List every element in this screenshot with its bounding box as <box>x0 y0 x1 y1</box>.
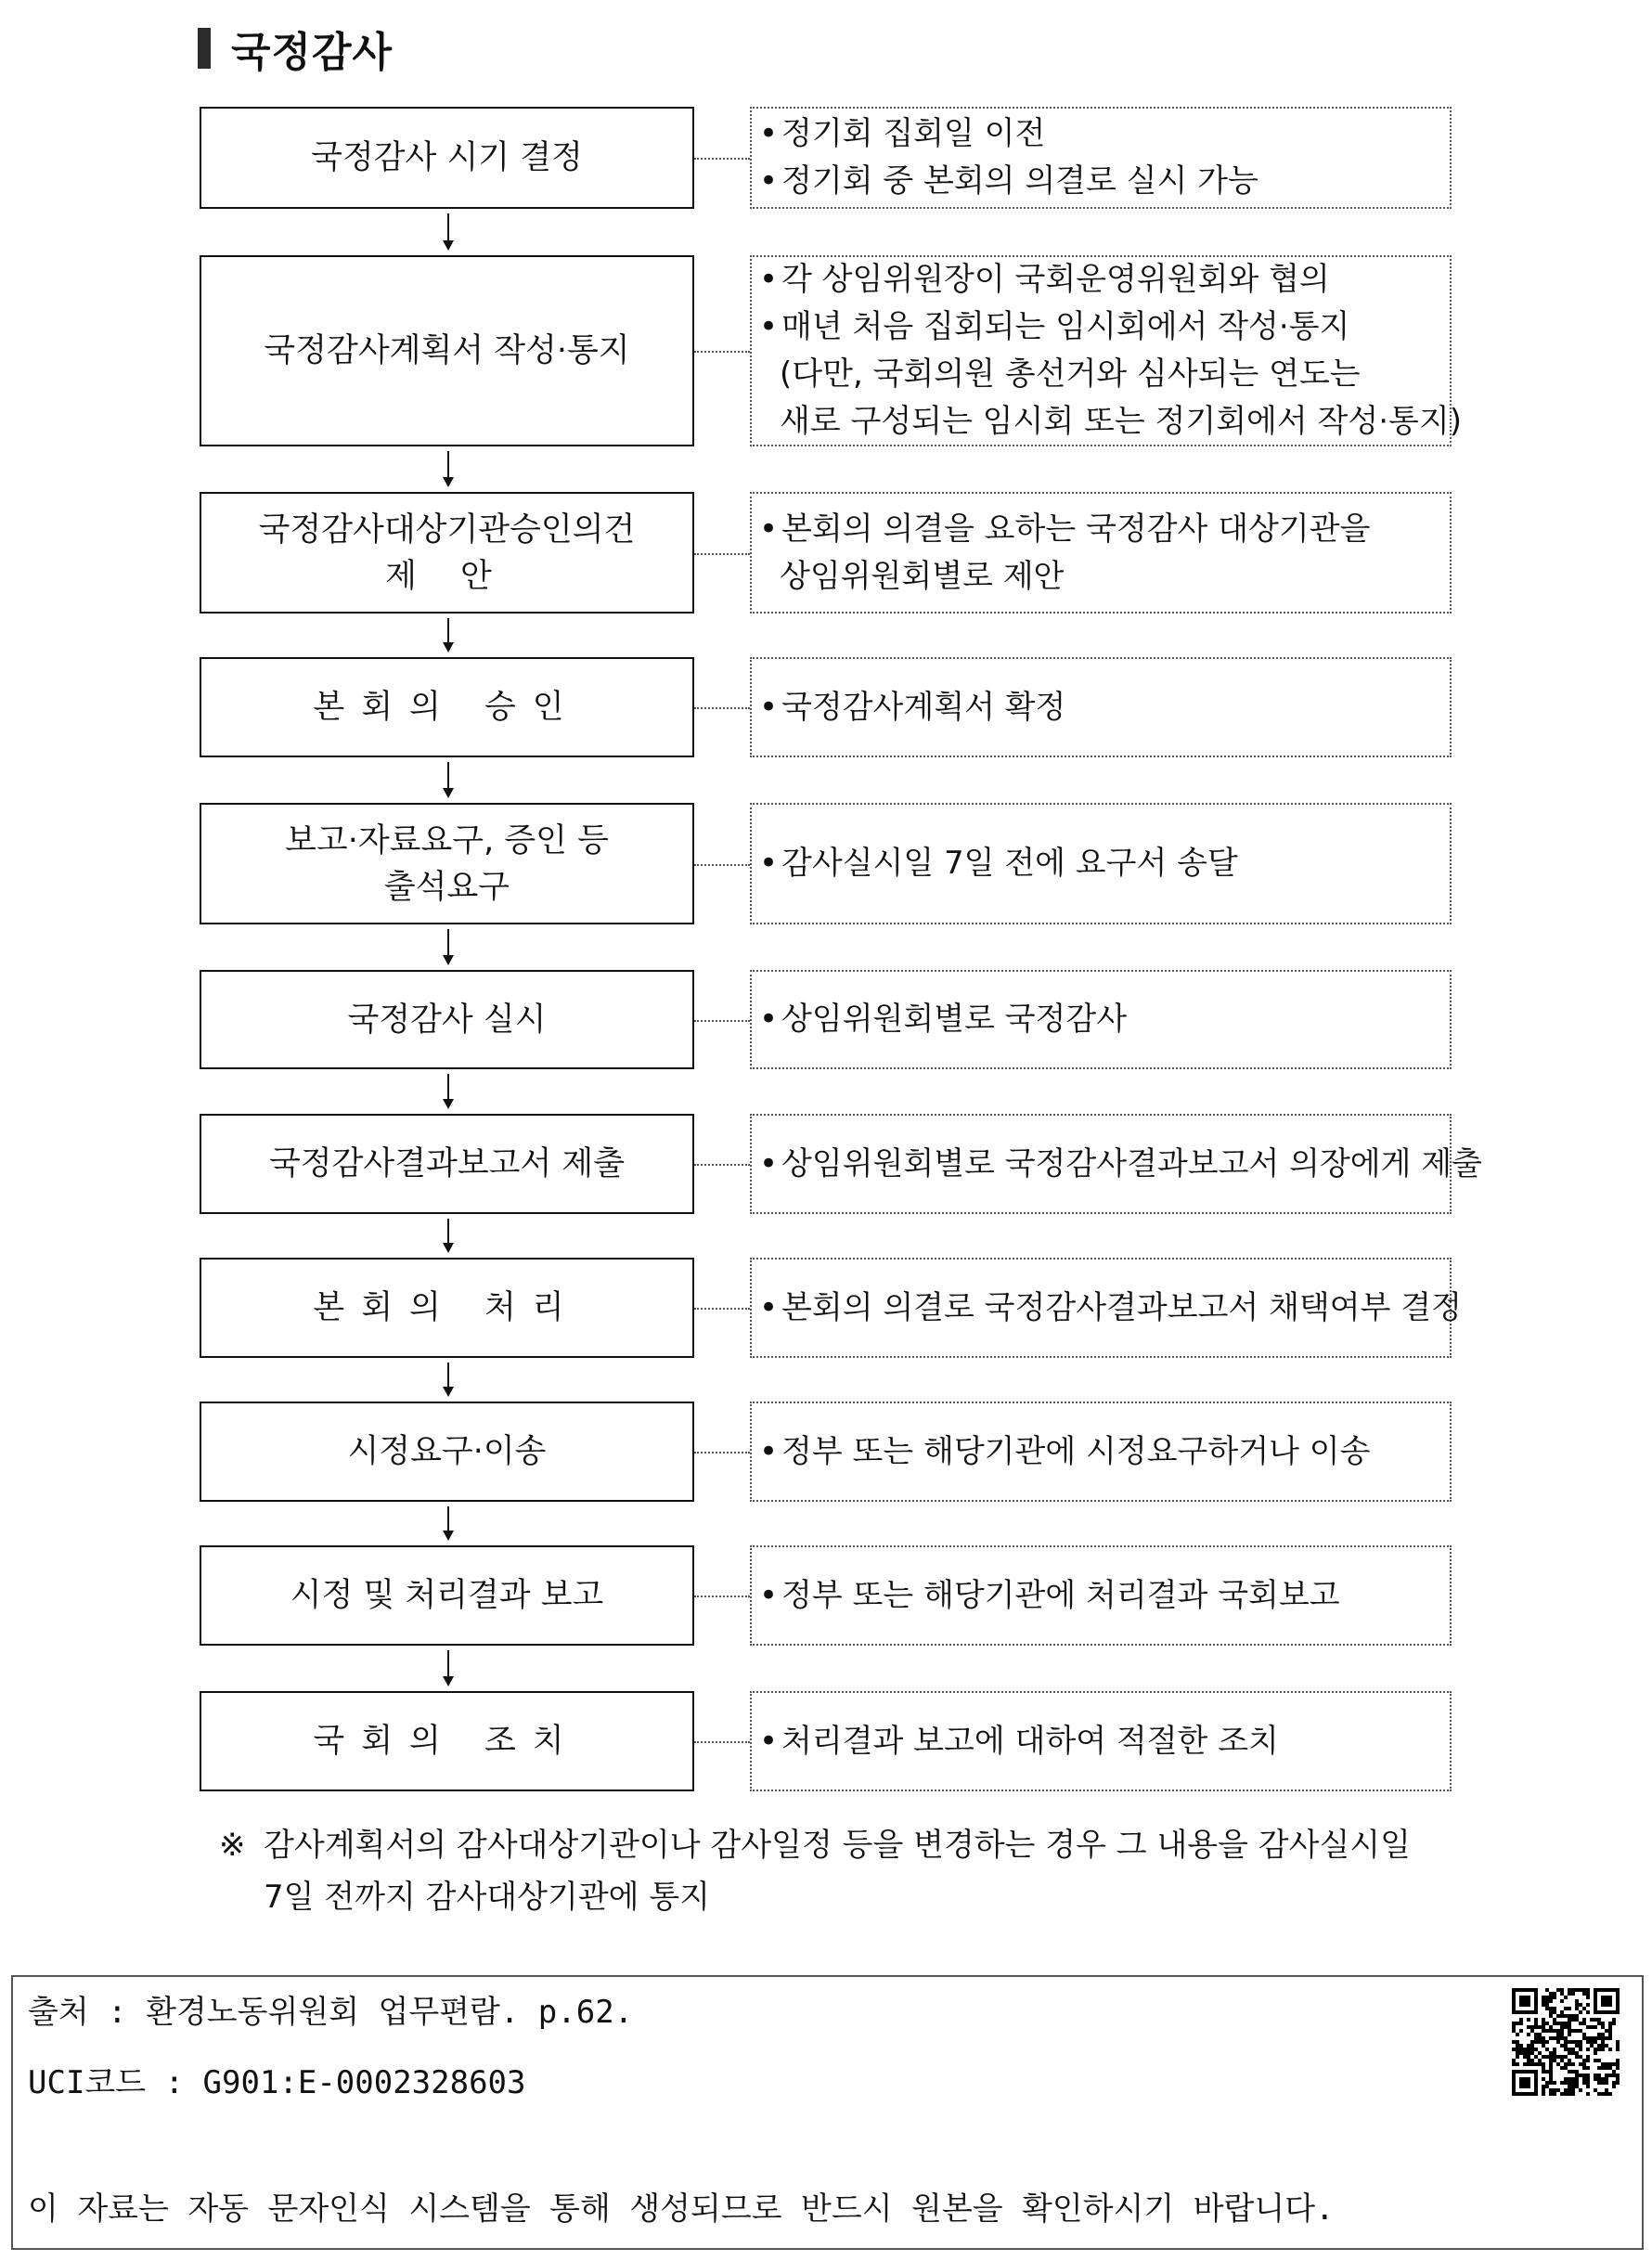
note-line <box>759 351 1444 398</box>
note-line <box>759 110 1444 158</box>
flow-step-label: 국정감사대상기관승인의건 <box>258 510 636 549</box>
flow-step-note <box>750 1258 1462 1358</box>
bullet-icon: • <box>759 1576 779 1614</box>
flow-step-note <box>750 657 1452 757</box>
note-text: 본회의 의결을 요하는 국정감사 대상기관을 <box>781 510 1371 548</box>
note-line <box>759 1428 1444 1476</box>
qr-code-icon <box>1512 1988 1620 2096</box>
flow-step-note <box>750 1691 1452 1791</box>
note-text: 상임위원회별로 국정감사 <box>781 1001 1128 1038</box>
source-citation: 출처 : 환경노동위원회 업무편람. p.62. <box>28 1994 634 2031</box>
flow-step-label: 제 안 <box>385 557 509 595</box>
note-line <box>759 398 1462 446</box>
flow-step-label: 국정감사계획서 작성·통지 <box>264 332 630 369</box>
bullet-icon: • <box>759 510 779 548</box>
bullet-icon: • <box>759 308 779 345</box>
note-text: (다만, 국회의원 총선거와 심사되는 연도는 <box>780 355 1361 393</box>
note-text: 감사실시일 7일 전에 요구서 송달 <box>781 845 1238 882</box>
flow-step-note <box>750 1402 1452 1502</box>
down-arrow-icon <box>445 929 452 965</box>
bullet-icon: • <box>759 1432 779 1470</box>
dotted-connector <box>694 1596 750 1597</box>
flow-step-note <box>750 107 1452 209</box>
down-arrow-icon <box>445 1363 452 1397</box>
flow-step-label: 시정요구·이송 <box>347 1433 547 1470</box>
flow-step-box <box>200 492 694 614</box>
dotted-connector <box>694 351 750 353</box>
note-text: 처리결과 보고에 대하여 적절한 조치 <box>781 1722 1279 1760</box>
flow-step-box <box>200 657 694 757</box>
note-line <box>759 1141 1482 1188</box>
note-text: 국정감사계획서 확정 <box>781 688 1066 726</box>
down-arrow-icon <box>445 1650 452 1686</box>
dotted-connector <box>694 1741 750 1743</box>
dotted-connector <box>694 707 750 709</box>
note-line <box>759 684 1444 731</box>
flow-step-label: 본회의 처리 <box>313 1289 581 1326</box>
flow-step-label: 국회의 조치 <box>313 1723 581 1760</box>
note-text: 상임위원회별로 국정감사결과보고서 의장에게 제출 <box>781 1144 1482 1182</box>
flow-step-box <box>200 1402 694 1502</box>
footnote-line-2: 7일 전까지 감사대상기관에 통지 <box>264 1879 711 1916</box>
down-arrow-icon <box>445 1219 452 1253</box>
down-arrow-icon <box>445 451 452 487</box>
note-text: 매년 처음 집회되는 임시회에서 작성·통지 <box>781 308 1350 345</box>
bullet-icon: • <box>759 1144 779 1182</box>
note-line <box>759 1285 1462 1332</box>
down-arrow-icon <box>445 762 452 798</box>
note-text: 정부 또는 해당기관에 시정요구하거나 이송 <box>781 1432 1371 1470</box>
ocr-disclaimer: 이 자료는 자동 문자인식 시스템을 통해 생성되므로 반드시 원본을 확인하시기 바랍니다. <box>28 2190 1335 2228</box>
down-arrow-icon <box>445 618 452 652</box>
dotted-connector <box>694 158 750 160</box>
bullet-icon: • <box>759 261 779 298</box>
dotted-connector <box>694 1308 750 1310</box>
note-text: 정기회 중 본회의 의결로 실시 가능 <box>781 162 1258 200</box>
flow-step-label: 출석요구 <box>383 868 510 906</box>
flow-step-box <box>200 255 694 446</box>
flow-step-note <box>750 1114 1482 1214</box>
note-text: 정기회 집회일 이전 <box>781 115 1046 152</box>
flow-step-box <box>200 1545 694 1646</box>
note-line <box>759 840 1444 887</box>
footnote-line-1: ※ 감사계획서의 감사대상기관이나 감사일정 등을 변경하는 경우 그 내용을 감사실시일 <box>219 1819 1500 1871</box>
flow-step-label: 시정 및 처리결과 보고 <box>290 1577 604 1614</box>
note-line <box>759 158 1444 205</box>
bullet-icon: • <box>759 1001 779 1038</box>
down-arrow-icon <box>445 213 452 251</box>
dotted-connector <box>694 1164 750 1166</box>
flow-step-box <box>200 107 694 209</box>
bullet-icon: • <box>759 1722 779 1760</box>
dotted-connector <box>694 553 750 555</box>
source-info-box <box>11 1975 1644 2250</box>
note-text: 정부 또는 해당기관에 처리결과 국회보고 <box>781 1576 1340 1614</box>
flow-step-note <box>750 1545 1452 1646</box>
note-line <box>759 506 1444 553</box>
flow-step-label: 보고·자료요구, 증인 등 <box>285 821 609 859</box>
note-text: 상임위원회별로 제안 <box>780 557 1065 595</box>
flow-step-box <box>200 803 694 924</box>
flow-step-note <box>750 492 1452 614</box>
note-line <box>759 256 1444 304</box>
note-line <box>759 1572 1444 1620</box>
note-line <box>759 996 1444 1043</box>
note-text: 각 상임위원장이 국회운영위원회와 협의 <box>781 261 1330 298</box>
note-line <box>759 304 1444 351</box>
flow-step-box <box>200 970 694 1069</box>
flow-step-label: 국정감사 시기 결정 <box>311 139 583 176</box>
flow-step-label: 국정감사결과보고서 제출 <box>268 1145 626 1182</box>
down-arrow-icon <box>445 1074 452 1109</box>
note-line <box>759 1718 1444 1765</box>
bullet-icon: • <box>759 115 779 152</box>
note-text: 새로 구성되는 임시회 또는 정기회에서 작성·통지) <box>780 403 1462 440</box>
down-arrow-icon <box>445 1506 452 1541</box>
flow-step-note <box>750 255 1462 446</box>
flow-step-box <box>200 1258 694 1358</box>
flow-step-label: 본회의 승인 <box>313 689 581 726</box>
flow-step-box <box>200 1114 694 1214</box>
flow-step-box <box>200 1691 694 1791</box>
reference-mark-icon: ※ <box>219 1827 246 1864</box>
flow-step-note <box>750 803 1452 924</box>
flow-step-label: 국정감사 실시 <box>347 1001 547 1039</box>
dotted-connector <box>694 1452 750 1454</box>
bullet-icon: • <box>759 1288 779 1326</box>
title-marker-bar <box>198 28 211 69</box>
flow-step-note <box>750 970 1452 1069</box>
bullet-icon: • <box>759 845 779 882</box>
bullet-icon: • <box>759 162 779 200</box>
bullet-icon: • <box>759 688 779 726</box>
dotted-connector <box>694 864 750 866</box>
footnote <box>219 1819 1500 1923</box>
section-title-text: 국정감사 <box>231 29 394 76</box>
uci-code: UCI코드 : G901:E-0002328603 <box>28 2064 526 2101</box>
section-title <box>198 20 393 76</box>
dotted-connector <box>694 1020 750 1022</box>
note-text: 본회의 의결로 국정감사결과보고서 채택여부 결정 <box>781 1288 1462 1326</box>
note-line <box>759 553 1444 601</box>
